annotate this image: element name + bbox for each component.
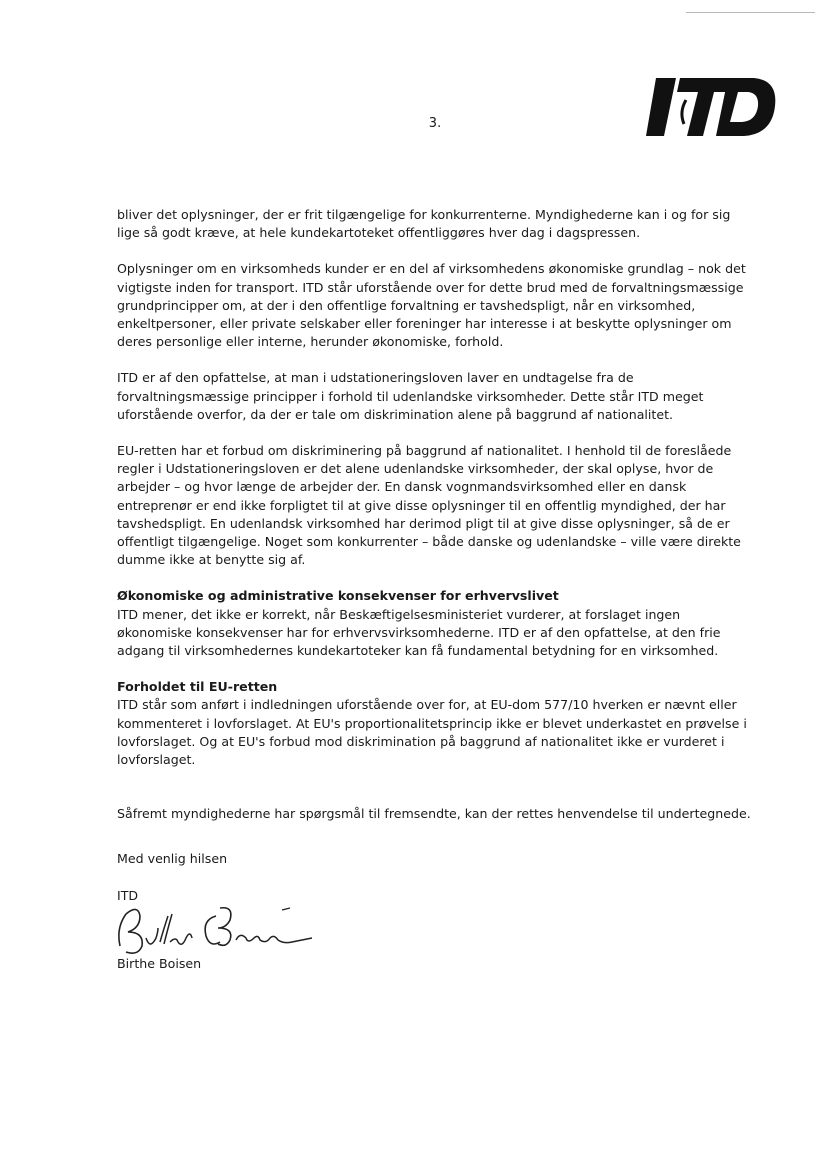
page-number: 3. [428,116,442,131]
spacer [117,787,757,805]
handwritten-signature-icon [112,898,317,960]
signer-name: Birthe Boisen [117,956,202,971]
letter-body [117,206,757,841]
signoff-organization: ITD [117,888,139,903]
paragraph: EU-retten har et forbud om diskriminering på baggrund af nationalitet. I henhold til de foreslåede regler i Udstationeringsloven er det alene udenlandske virksomheder, der skal oplyse, hvor de arbejder – og hvor længe de arbejder der. En dansk vognmandsvirksomhed eller en dansk entreprenør er end ikke forpligtet til at give disse oplysninger til en offentlig myndighed, der har tavshedspligt. En udenlandsk virksomhed har derimod pligt til at give disse oplysninger, så de er offentligt tilgængelige. Noget som konkurrenter – både danske og udenlandske – ville være direkte dumme ikke at benytte sig af. [117,443,741,568]
paragraph: Oplysninger om en virksomheds kunder er en del af virksomhedens økonomiske grundlag – nok det vigtigste inden for transport. ITD står uforstående over for dette brud med de forvaltningsmæssige grundprincipper om, at der i den offentlige forvaltning er tavshedspligt, når en virksomhed, enkeltpersoner, eller private selskaber eller foreninger har interesse i at beskytte oplysninger om deres personlige eller interne, herunder økonomiske, forhold. [117,261,746,350]
section-text: ITD står som anført i indledningen uforstående over for, at EU-dom 577/10 hverken er nævnt eller kommenteret i lovforslaget. At EU's proportionalitetsprincip ikke er blevet underkastet en prøvelse i lovforslaget. Og at EU's forbud mod diskrimination på baggrund af nationalitet ikke er vurderet i lovforslaget. [117,697,747,768]
section-economic-consequences [117,587,757,660]
greeting: Med venlig hilsen [117,851,228,866]
closing-note: Såfremt myndighederne har spørgsmål til fremsendte, kan der rettes henvendelse til undertegnede. [117,806,751,822]
section-eu-law [117,678,757,769]
paragraph: bliver det oplysninger, der er frit tilgængelige for konkurrenterne. Myndighederne kan i og for sig lige så godt kræve, at hele kundekartoteket offentliggøres hver dag i dagspressen. [117,207,731,241]
section-text: ITD mener, det ikke er korrekt, når Beskæftigelsesministeriet vurderer, at forslaget ingen økonomiske konsekvenser har for erhvervsvirksomhederne. ITD er af den opfattelse, at den frie adgang til virksomhedernes kundekartoteker kan få fundamental betydning for en virksomhed. [117,606,721,659]
itd-logo-icon [646,74,778,140]
paragraph: ITD er af den opfattelse, at man i udstationeringsloven laver en undtagelse fra de forvaltningsmæssige principper i forhold til udenlandske virksomheder. Dette står ITD meget uforstående overfor, da der er tale om diskrimination alene på baggrund af nationalitet. [117,370,704,422]
scan-mark-line [690,12,815,13]
section-heading: Økonomiske og administrative konsekvenser for erhvervslivet [117,588,559,604]
signoff-block [117,850,517,905]
section-heading: Forholdet til EU-retten [117,679,278,695]
